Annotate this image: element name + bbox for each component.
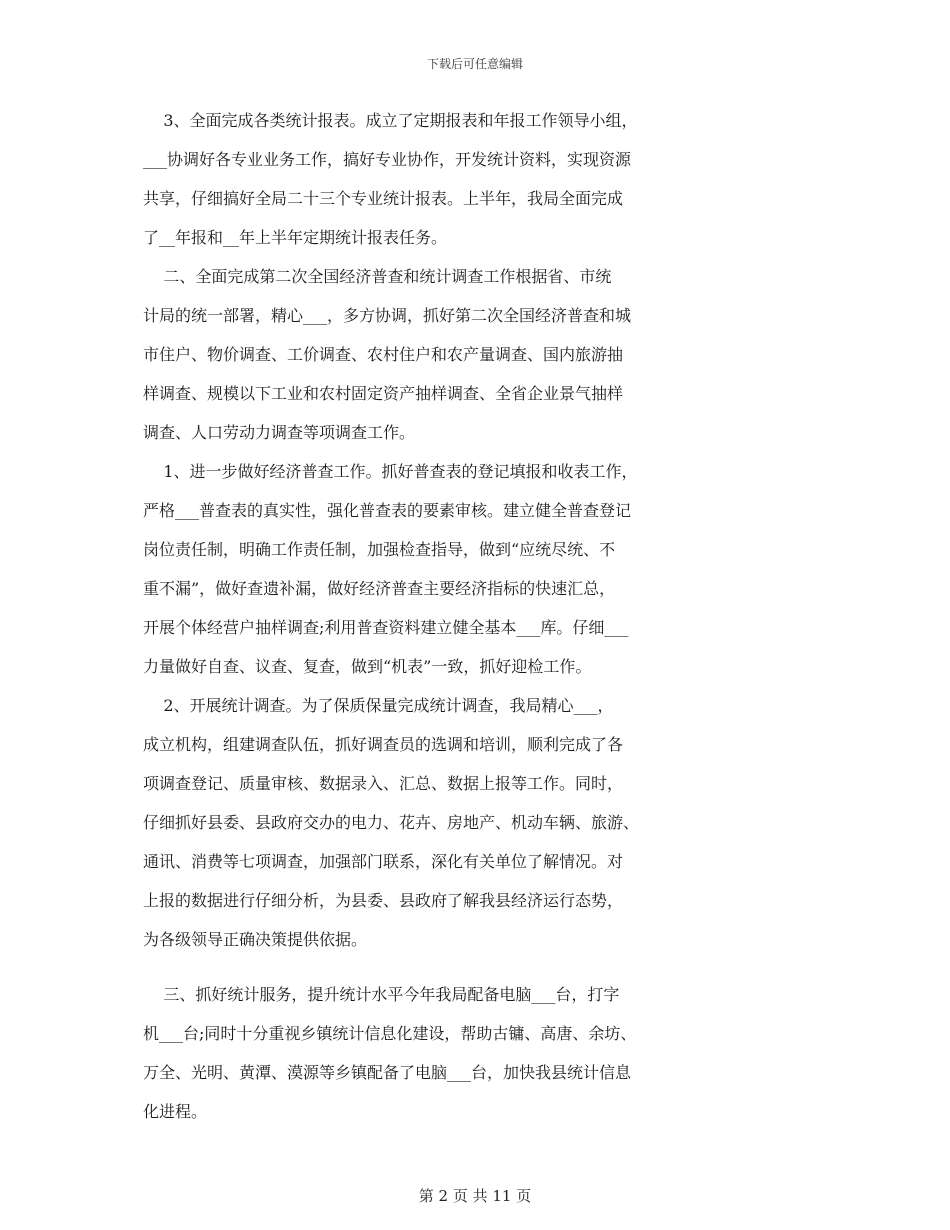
text-line: 共享，仔细搞好全局二十三个专业统计报表。上半年，我局全面完成: [143, 189, 624, 208]
text-line: 成立机构，组建调查队伍，抓好调查员的选调和培训，顺利完成了各: [143, 735, 624, 754]
text-line: 二、全面完成第二次全国经济普查和统计调查工作根据省、市统: [143, 267, 612, 286]
text-line: 2、开展统计调查。为了保质保量完成统计调查，我局精心___，: [143, 696, 614, 715]
page-header: 下载后可任意编辑: [426, 57, 523, 71]
text-line: 市住户、物价调查、工价调查、农村住户和农产量调查、国内旅游抽: [143, 345, 624, 364]
text-line: 机___台;同时十分重视乡镇统计信息化建设，帮助古镛、高唐、余坊、: [143, 1024, 637, 1043]
text-line: ___协调好各专业业务工作，搞好专业协作，开发统计资料，实现资源: [143, 150, 632, 169]
blank-line: [143, 966, 808, 982]
text-line: 调查、人口劳动力调查等项调查工作。: [143, 423, 416, 442]
text-line: 化进程。: [143, 1102, 208, 1121]
text-line: 万全、光明、黄潭、漠源等乡镇配备了电脑___台，加快我县统计信息: [143, 1063, 632, 1082]
text-line: 通讯、消费等七项调查，加强部门联系，深化有关单位了解情况。对: [143, 852, 624, 871]
text-line: 计局的统一部署，精心___，多方协调，抓好第二次全国经济普查和城: [143, 306, 632, 325]
text-line: 项调查登记、质量审核、数据录入、汇总、数据上报等工作。同时，: [143, 774, 624, 793]
text-line: 上报的数据进行仔细分析，为县委、县政府了解我县经济运行态势，: [143, 891, 624, 910]
document-body: [143, 108, 808, 1138]
text-line: 了__年报和__年上半年定期统计报表任务。: [143, 228, 448, 247]
page-footer: 第 2 页 共 11 页: [418, 1187, 532, 1205]
text-line: 岗位责任制，明确工作责任制，加强检查指导，做到“应统尽统、不: [143, 540, 616, 559]
text-line: 仔细抓好县委、县政府交办的电力、花卉、房地产、机动车辆、旅游、: [143, 813, 640, 832]
text-line: 重不漏”，做好查遗补漏，做好经济普查主要经济指标的快速汇总，: [143, 579, 616, 598]
text-line: 3、全面完成各类统计报表。成立了定期报表和年报工作领导小组，: [143, 111, 638, 130]
text-line: 开展个体经营户抽样调查;利用普查资料建立健全基本___库。仔细___: [143, 618, 629, 637]
text-line: 样调查、规模以下工业和农村固定资产抽样调查、全省企业景气抽样: [143, 384, 624, 403]
text-line: 为各级领导正确决策提供依据。: [143, 930, 368, 949]
text-line: 严格___普查表的真实性，强化普查表的要素审核。建立健全普查登记: [143, 501, 632, 520]
text-line: 1、进一步做好经济普查工作。抓好普查表的登记填报和收表工作，: [143, 462, 638, 481]
text-line: 三、抓好统计服务，提升统计水平今年我局配备电脑___台，打字: [143, 985, 620, 1004]
text-line: 力量做好自查、议查、复查，做到“机表”一致，抓好迎检工作。: [143, 657, 592, 676]
